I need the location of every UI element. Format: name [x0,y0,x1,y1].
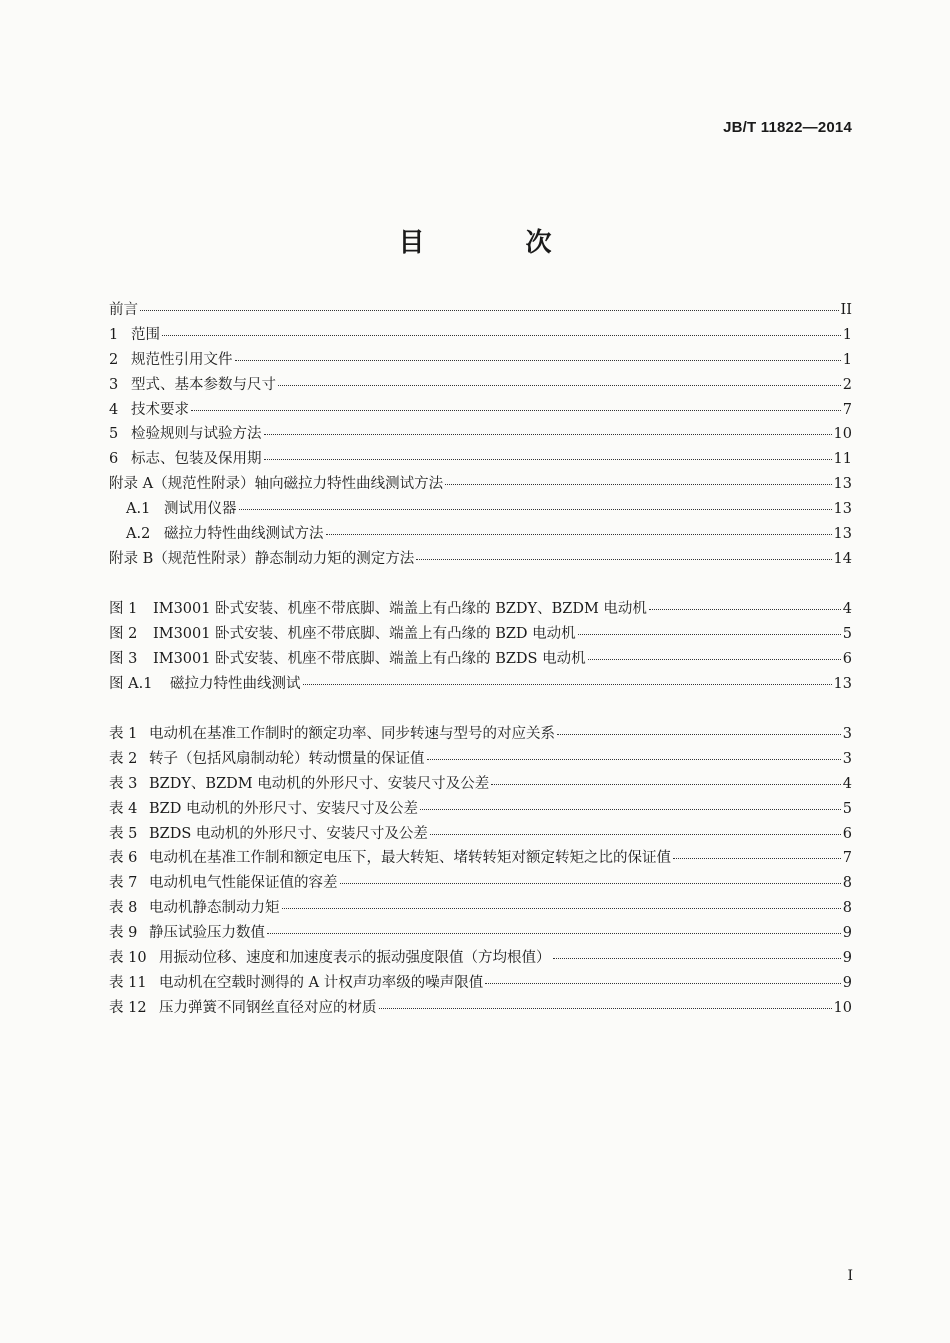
toc-entry-page: 8 [842,900,852,917]
toc-entry-number: 2 [109,351,119,368]
toc-entry-number: A.2 [126,526,151,543]
table-entry[interactable] [109,772,852,797]
toc-entry-page: 7 [842,401,852,418]
toc-entry-page: 7 [842,850,852,867]
toc-entry-title: 检验规则与试验方法 [131,426,262,443]
toc-entry[interactable] [109,373,852,398]
table-entry[interactable] [109,896,852,921]
table-entry[interactable] [109,846,852,871]
toc-entry-number: 4 [109,401,119,418]
toc-entry-title: IM3001 卧式安装、机座不带底脚、端盖上有凸缘的 BZDS 电动机 [153,650,586,667]
dot-leader [264,458,832,460]
dot-leader [430,833,841,835]
toc-entry-number: 3 [109,376,119,393]
toc-entry-page: 3 [842,726,852,742]
toc-entry-title: 磁拉力特性曲线测试方法 [164,526,324,543]
toc-entry-number: 图 3 [109,650,138,667]
table-entry[interactable] [109,722,852,747]
toc-entry[interactable] [109,323,852,348]
table-entry[interactable] [109,747,852,772]
toc-entry-title: 用振动位移、速度和加速度表示的振动强度限值（方均根值） [159,950,551,967]
toc-entry[interactable] [109,522,852,547]
toc-entry-page: 4 [842,601,852,617]
toc-entry-number: 表 2 [109,750,138,767]
table-entry[interactable] [109,871,852,896]
toc-entry-title: 测试用仪器 [164,501,237,518]
toc-entry-number: 5 [109,426,119,443]
toc-entry-page: 10 [833,999,852,1016]
toc-entry-title: BZD 电动机的外形尺寸、安装尺寸及公差 [149,800,418,817]
toc-entry-title: 压力弹簧不同钢丝直径对应的材质 [159,999,377,1016]
dot-leader [420,808,841,810]
toc-entry-page: 1 [842,326,852,343]
dot-leader [553,957,841,959]
dot-leader [673,857,841,859]
toc-entry-number: 表 4 [109,800,138,817]
table-entry[interactable] [109,797,852,822]
dot-leader [326,533,832,535]
table-entry[interactable] [109,921,852,946]
toc-entry-title: BZDS 电动机的外形尺寸、安装尺寸及公差 [149,825,428,842]
toc-entry-page: 6 [842,825,852,842]
dot-leader [485,982,841,984]
toc-entry-title: 电动机在基准工作制时的额定功率、同步转速与型号的对应关系 [149,726,555,742]
toc-entry-page: 9 [842,925,852,942]
dot-leader [379,1007,832,1009]
toc-entry-number: 图 A.1 [109,675,153,692]
contents-list [109,298,852,572]
dot-leader [282,907,841,909]
figure-entry[interactable] [109,622,852,647]
page-title: 目 次 [398,228,598,258]
toc-entry-title: 电动机在基准工作制和额定电压下，最大转矩、堵转转矩对额定转矩之比的保证值 [149,850,671,867]
toc-entry-page: 3 [842,750,852,767]
dot-leader [491,783,841,785]
toc-entry-title: 前言 [109,302,138,318]
toc-entry-page: 4 [842,775,852,792]
toc-entry-number: 表 1 [109,726,138,742]
dot-leader [278,384,841,386]
toc-entry-page: 13 [833,675,852,692]
dot-leader [235,359,841,361]
dot-leader [303,683,832,685]
toc-entry[interactable] [109,497,852,522]
table-entry[interactable] [109,996,852,1021]
toc-entry-title: 附录 B（规范性附录）静态制动力矩的测定方法 [109,550,415,567]
figure-entry[interactable] [109,597,852,622]
toc-entry-title: 范围 [131,326,160,343]
toc-entry[interactable] [109,298,852,323]
figure-entry[interactable] [109,647,852,672]
toc-entry-number: 表 10 [109,950,147,967]
toc-entry-page: 9 [842,950,852,967]
toc-entry-title: 型式、基本参数与尺寸 [131,376,276,393]
toc-entry-number: 表 8 [109,900,138,917]
toc-entry-page: 13 [833,526,852,543]
toc-entry-number: 6 [109,451,119,468]
dot-leader [416,558,831,560]
toc-entry-title: 转子（包括风扇制动轮）转动惯量的保证值 [149,750,425,767]
toc-entry-page: 5 [842,800,852,817]
toc-entry-number: 表 3 [109,775,138,792]
table-entry[interactable] [109,946,852,971]
toc-entry-page: II [840,302,852,318]
toc-entry-title: 静压试验压力数值 [149,925,265,942]
toc-entry-page: 2 [842,376,852,393]
toc-entry-title: 规范性引用文件 [131,351,233,368]
table-entry[interactable] [109,971,852,996]
toc-entry-title: 电动机在空载时测得的 A 计权声功率级的噪声限值 [159,974,484,991]
toc-entry-page: 8 [842,875,852,892]
toc-entry-title: 电动机电气性能保证值的容差 [149,875,338,892]
toc-entry-page: 13 [833,476,852,493]
toc-entry-page: 13 [833,501,852,518]
toc-entry-title: BZDY、BZDM 电动机的外形尺寸、安装尺寸及公差 [149,775,490,792]
toc-entry[interactable] [109,348,852,373]
dot-leader [649,608,841,610]
tables-list [109,722,852,1021]
dot-leader [267,932,841,934]
toc-entry-number: 图 2 [109,625,138,642]
toc-entry-title: 附录 A（规范性附录）轴向磁拉力特性曲线测试方法 [109,476,444,493]
toc-entry[interactable] [109,447,852,472]
toc-entry-page: 1 [842,351,852,368]
toc-entry-title: 标志、包装及保用期 [131,451,262,468]
toc-entry-number: 表 7 [109,875,138,892]
toc-entry-title: 磁拉力特性曲线测试 [170,675,301,692]
dot-leader [239,508,832,510]
dot-leader [445,483,831,485]
toc-entry-title: 技术要求 [131,401,189,418]
toc-entry-number: 表 11 [109,974,147,991]
toc-entry-page: 6 [842,650,852,667]
toc-entry-number: 表 12 [109,999,147,1016]
toc-entry-number: 表 9 [109,925,138,942]
dot-leader [557,733,841,735]
dot-leader [578,633,841,635]
toc-entry[interactable] [109,398,852,423]
toc-entry-number: 1 [109,326,119,343]
figures-list [109,597,852,697]
dot-leader [264,433,832,435]
toc-entry[interactable] [109,547,852,572]
dot-leader [427,758,841,760]
toc-entry-title: 电动机静态制动力矩 [149,900,280,917]
toc-entry-page: 9 [842,974,852,991]
toc-entry-number: 图 1 [109,601,138,617]
standard-code: JB/T 11822—2014 [723,119,852,136]
toc-entry[interactable] [109,422,852,447]
toc-entry-number: 表 5 [109,825,138,842]
page-folio: I [847,1268,853,1284]
toc-entry-page: 5 [842,625,852,642]
figure-entry[interactable] [109,672,852,697]
dot-leader [162,334,841,336]
dot-leader [588,658,841,660]
toc-entry-number: 表 6 [109,850,138,867]
toc-entry-page: 14 [833,550,852,567]
toc-entry-title: IM3001 卧式安装、机座不带底脚、端盖上有凸缘的 BZDY、BZDM 电动机 [153,601,647,617]
table-entry[interactable] [109,822,852,847]
toc-entry-number: A.1 [126,501,151,518]
toc-entry-page: 11 [833,451,852,468]
dot-leader [191,409,841,411]
toc-entry-title: IM3001 卧式安装、机座不带底脚、端盖上有凸缘的 BZD 电动机 [153,625,576,642]
toc-entry[interactable] [109,472,852,497]
toc-entry-page: 10 [833,426,852,443]
dot-leader [140,309,839,311]
dot-leader [340,882,841,884]
